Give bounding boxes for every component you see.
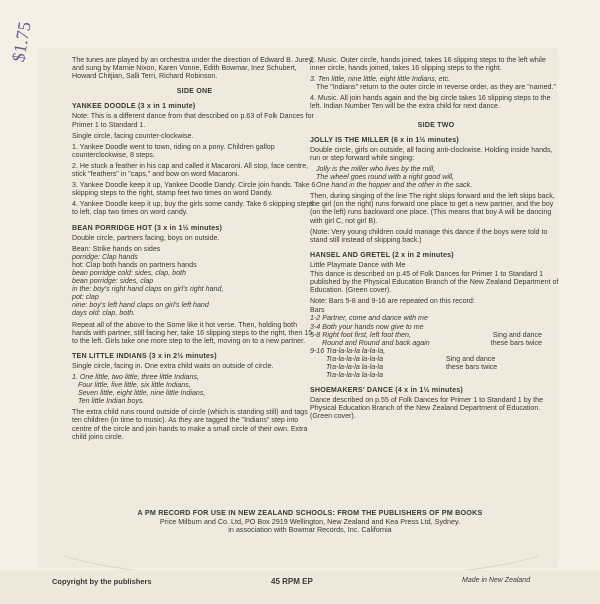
- right-column: [310, 56, 562, 424]
- yankee-step-1: 1. Yankee Doodle went to town, riding on a pony. Children gallop counterclockwise, 8 steps.: [72, 142, 275, 159]
- indians-step-2: 2. Music. Outer circle, hands joined, takes 16 slipping steps to the left while inner circle, hands joined, takes 16 slipping steps to the right.: [310, 56, 546, 73]
- side-two-heading: SIDE TWO: [417, 120, 455, 129]
- yankee-formation: Single circle, facing counter-clockwise.: [72, 131, 194, 140]
- bar-note: Sing and dance: [492, 330, 542, 339]
- bar-note: Sing and dance: [446, 354, 496, 363]
- jolly-note: (Note: Very young children could manage this dance if the boys were told to stand still instead of skipping back.): [310, 227, 548, 244]
- footer-address: Price Milburn and Co. Ltd, PO Box 2919 Wellington, New Zealand and Kea Press Ltd, Sydney.: [159, 516, 461, 526]
- hansel-subtitle: Little Playmate Dance with Me: [310, 260, 406, 269]
- porridge-line: hot: Clap both hands on partners hands: [72, 260, 197, 269]
- indians-step-3-note: The "Indians" return to the outer circle in reverse order, as they are "named.": [316, 83, 556, 92]
- hansel-note: Note: Bars 5-8 and 9-16 are repeated on this record:: [310, 297, 475, 306]
- porridge-line: porridge: Clap hands: [72, 252, 138, 261]
- hansel-description: This dance is described on p.45 of Folk Dances for Primer 1 to Standard 1 published by the Physical Education Branch of the New Zealand Department of Education. (Green cover).: [310, 269, 559, 295]
- indians-title: TEN LITTLE INDIANS (3 x in 2½ minutes): [72, 351, 217, 360]
- bar-line: 9-16 Tra-la-la-la la-la-la,: [310, 346, 386, 355]
- bar-line: 3-4 Both your hands now give to me: [310, 322, 424, 331]
- porridge-repeat: Repeat all of the above to the Some like it hot verse. Then, holding both hands with partner, still facing her, take 16 slipping steps to the right, then 15 to the left. Girls take one more step to the left, moving on to a new partner.: [72, 320, 313, 345]
- bar-line: 1-2 Partner, come and dance with me: [310, 314, 428, 323]
- intro-text: The tunes are played by an orchestra under the direction of Edward B. Jurey, and sung by Marnie Nixon, Karen Vonne, Edith Bowmar, Inez Schubert, Howard Chitjian, Salli Terri, Richard Robinson.: [72, 56, 314, 81]
- bar-line: Tra-la-la-la la-la-la: [326, 363, 384, 371]
- porridge-steps: [72, 245, 317, 318]
- left-column: [72, 56, 317, 444]
- bottom-strip: [0, 570, 600, 604]
- indians-formation: Single circle, facing in. One extra child waits on outside of circle.: [72, 361, 274, 370]
- copyright-text: Copyright by the publishers: [52, 577, 152, 586]
- hansel-bars: [310, 306, 562, 379]
- made-in-label: Made in New Zealand: [462, 577, 531, 584]
- yankee-title: YANKEE DOODLE (3 x in 1 minute): [72, 102, 196, 111]
- verse-line: Four little, five little, six little Indians,: [78, 381, 191, 390]
- yankee-step-3: 3. Yankee Doodle keep it up, Yankee Doodle Dandy. Circle join hands. Take 6 skipping steps to the right, stamp feet two times on word Dandy.: [72, 181, 316, 198]
- bar-note: these bars twice: [446, 363, 498, 371]
- bar-note: these bars twice: [490, 338, 542, 347]
- porridge-formation: Double circle, partners facing, boys on outside.: [72, 233, 220, 242]
- footer-association: in association with Bowmar Records, Inc. California: [228, 525, 392, 535]
- rpm-label: 45 RPM EP: [271, 577, 313, 586]
- verse-line: 1. One little, two little, three little Indians,: [72, 373, 199, 381]
- handwritten-price: $1.75: [8, 20, 35, 64]
- yankee-note: Note: This is a different dance from that described on p.63 of Folk Dances for Primer 1 to Standard 1.: [72, 112, 314, 129]
- porridge-line: bean porridge: sides, clap: [72, 277, 154, 286]
- porridge-line: pot: clap: [72, 293, 99, 302]
- shoemakers-description: Dance described on p.55 of Folk Dances for Primer 1 to Standard 1 by the Physical Education Branch of the New Zealand Department of Education. (Green cover).: [310, 396, 544, 421]
- porridge-line: in the: boy's right hand claps on girl's right hand,: [72, 285, 224, 294]
- indians-step-4: 4. Music. All join hands again and the big circle takes 16 slipping steps to the left. Indian Number Ten will be the extra child for next dance.: [310, 94, 551, 111]
- jolly-description: Then, during singing of the line The right skips forward and the left skips back, the girl (on the right) runs forward one place to get a new partner, and the boy (on the left) runs backward one place. (This means that boy A will be dancing with girl C, not girl B).: [310, 192, 555, 225]
- hansel-title: HANSEL AND GRETEL (2 x in 2 minutes): [310, 250, 454, 259]
- indians-step-3: 3. Ten little, nine little, eight little Indians, etc.: [310, 75, 451, 84]
- bar-line: Tra-la-la-la la-la-la: [326, 371, 384, 380]
- bar-line: 5-8 Right foot first, left foot then,: [310, 330, 411, 339]
- porridge-line: Bean: Strike hands on sides: [72, 244, 161, 253]
- indians-verse: [72, 373, 317, 405]
- verse-line: One hand in the hopper and the other in the sack.: [316, 181, 473, 190]
- verse-line: Seven little, eight little, nine little Indians,: [78, 389, 206, 398]
- porridge-line: days old: clap, both.: [72, 309, 136, 318]
- porridge-title: BEAN PORRIDGE HOT (3 x in 1½ minutes): [72, 223, 223, 232]
- jolly-title: JOLLY IS THE MILLER (6 x in 1½ minutes): [310, 135, 459, 144]
- bars-label: Bars: [310, 306, 325, 315]
- verse-line: Ten little Indian boys.: [78, 397, 145, 406]
- bar-line: Tra-la-la-la la-la-la: [326, 354, 384, 363]
- verse-line: Jolly is the miller who lives by the mill,: [316, 164, 436, 173]
- footer-headline: A PM RECORD FOR USE IN NEW ZEALAND SCHOOLS: FROM THE PUBLISHERS OF PM BOOKS: [137, 508, 483, 517]
- porridge-line: nine: boy's left hand claps on girl's left hand: [72, 301, 209, 310]
- jolly-formation: Double circle, girls on outside, all facing anti-clockwise. Holding inside hands, run or step forward while singing:: [310, 145, 553, 162]
- side-one-heading: SIDE ONE: [176, 87, 213, 96]
- indians-description: The extra child runs round outside of circle (which is standing still) and tags ten children (in time to music). As they are tagged the "Indians" step into centre of the circle and join hands to make a small circle of their own. Extra child joins circle.: [72, 408, 308, 441]
- bar-line: Round and Round and back again: [322, 338, 430, 347]
- yankee-step-2: 2. He stuck a feather in his cap and called it Macaroni. All stop, face centre, stick "feathers" in "caps," and bow on word Macaroni.: [72, 161, 309, 179]
- yankee-step-4: 4. Yankee Doodle keep it up, buy the girls some candy. Take 6 skipping steps to left, clap two times on word candy.: [72, 200, 314, 217]
- jolly-verse: [310, 165, 562, 189]
- shoemakers-title: SHOEMAKERS' DANCE (4 x in 1½ minutes): [310, 386, 463, 395]
- verse-line: The wheel goes round with a right good will,: [316, 173, 455, 182]
- publisher-footer: [70, 509, 550, 535]
- porridge-line: bean porridge cold: sides, clap, both: [72, 268, 186, 277]
